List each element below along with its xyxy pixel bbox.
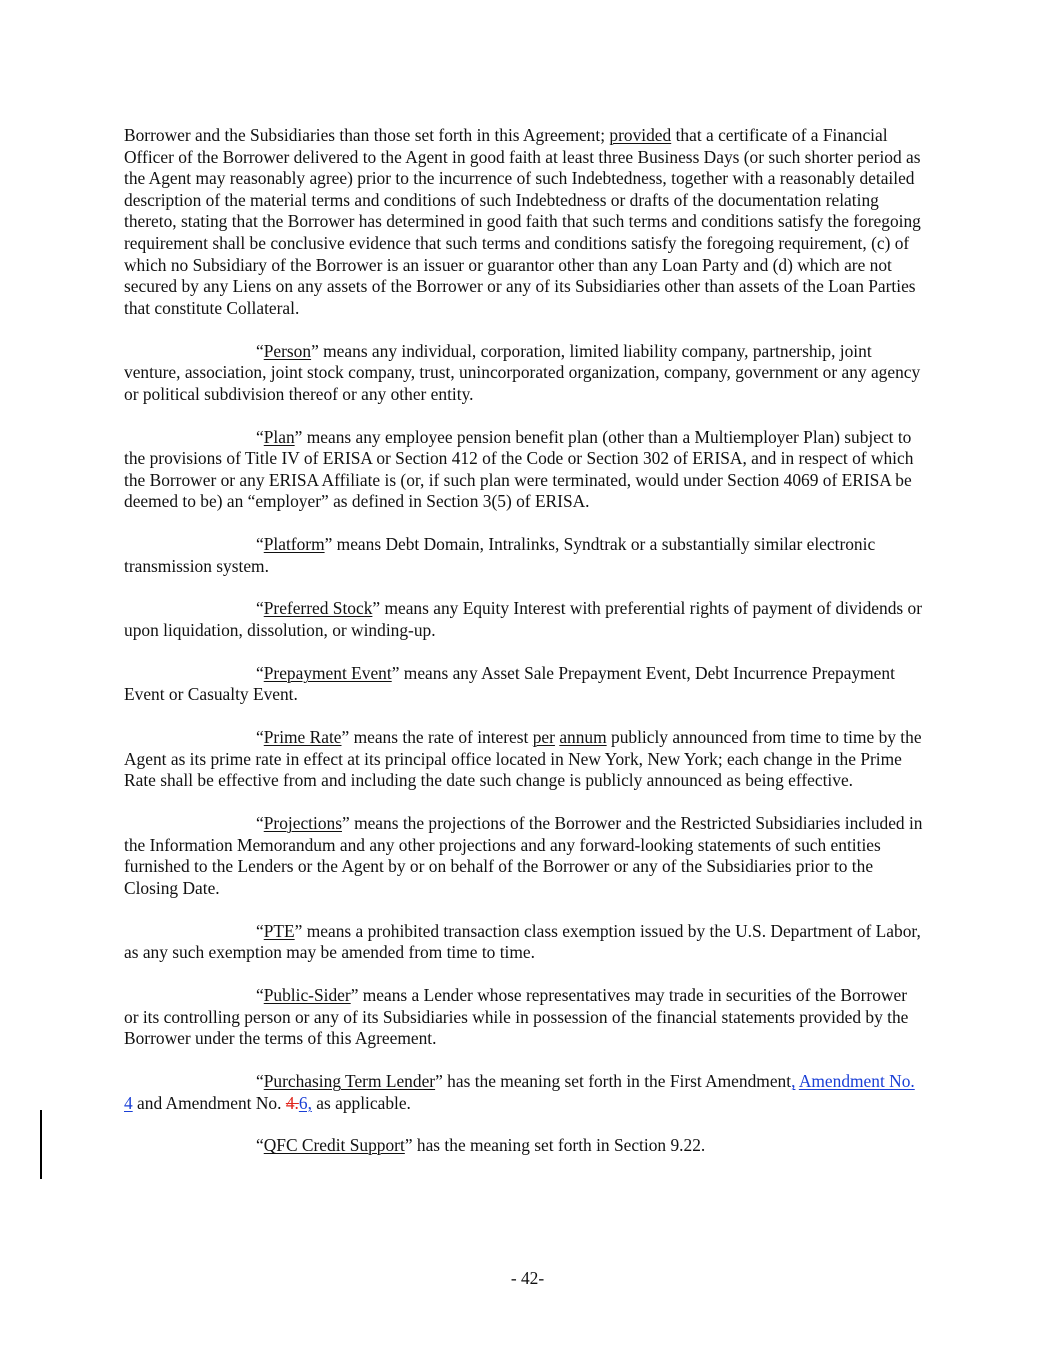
definition-text: means any Equity Interest with preferential rights of payment of dividends or upon liquidation, dissolution, or winding-up. [124,598,922,641]
annum-term: annum [559,727,607,748]
defined-term: Plan [263,426,295,447]
definition-public-sider [124,985,924,1050]
deleted-text: 4. [285,1092,299,1113]
close-quote: ” [435,1071,443,1092]
definition-text: has the meaning set forth in Section 9.22. [412,1135,706,1156]
definition-text: means Debt Domain, Intralinks, Syndtrak or a substantially similar electronic transmission system. [124,534,876,576]
defined-term: Purchasing Term Lender [263,1071,436,1092]
close-quote: ” [350,985,359,1006]
open-quote: “ [256,1135,264,1156]
definition-text: has the meaning set forth in the First Amendment [442,1071,792,1092]
definition-projections [124,813,924,899]
open-quote: “ [256,662,264,683]
provided-term: provided [609,125,672,145]
definition-platform [124,534,924,577]
open-quote: “ [256,813,264,834]
revision-change-bar [40,1110,42,1179]
definition-text: means any individual, corporation, limited liability company, partnership, joint venture, association, joint stock company, trust, unincorporated organization, company, government or any agency or political subdivision thereof or any other entity. [124,340,921,404]
open-quote: “ [256,598,264,619]
close-quote: ” [324,534,333,555]
definition-preferred-stock [124,598,924,641]
open-quote: “ [256,920,264,941]
open-quote: “ [256,727,264,748]
close-quote: ” [341,813,350,834]
defined-term: QFC Credit Support [263,1135,405,1156]
definition-qfc-credit-support [124,1135,924,1157]
definition-prepayment-event [124,663,924,706]
definition-text: means a Lender whose representatives may trade in securities of the Borrower or its controlling person or any of its Subsidiaries while in possession of the financial statements provided by the Borrower under the terms of this Agreement. [124,985,909,1049]
inserted-comma: , [791,1071,796,1092]
close-quote: ” [294,426,303,447]
defined-term: Prepayment Event [263,662,392,683]
defined-term: Public-Sider [263,985,351,1006]
intro-text-continued: that a certificate of a Financial Officer of the Borrower delivered to the Agent in good faith at least three Business Days (or such shorter period as the Agent may reasonably agree) prior to the incurrence of such Indebtedness, together with a reasonably detailed description of the material terms and conditions of such Indebtedness or drafts of the documentation relating thereto, stating that the Borrower has determined in good faith that such terms and conditions satisfy the foregoing requirement shall be conclusive evidence that such terms and conditions satisfy the foregoing requirement, (c) of which no Subsidiary of the Borrower is an issuer or guarantor other than any Loan Party and (d) which are not secured by any Liens on any assets of the Borrower or any of its Subsidiaries other than assets of the Loan Parties that constitute Collateral. [124,125,921,318]
defined-term: Platform [263,534,325,555]
definition-purchasing-term-lender [124,1071,924,1114]
open-quote: “ [256,534,264,555]
close-quote: ” [404,1135,413,1156]
close-quote: ” [311,340,319,361]
open-quote: “ [256,1071,264,1092]
definition-text-continued: publicly announced from time to time by the Agent as its prime rate in effect at its principal office located in New York, New York; each change in the Prime Rate shall be effective from and including the date such change is publicly announced as being effective. [124,727,922,791]
defined-term: Person [263,340,312,361]
definition-person [124,341,924,406]
definition-text: means any employee pension benefit plan (other than a Multiemployer Plan) subject to the provisions of Title IV of ERISA or Section 412 of the Code or Section 302 of ERISA, and in respect of which the Borrower or any ERISA Affiliate is (or, if such plan were terminated, would under Section 4069 of ERISA be deemed to be) an “employer” as defined in Section 3(5) of ERISA. [124,426,914,512]
inserted-text: 6, [298,1092,312,1113]
definition-text-end: as applicable. [311,1092,411,1113]
open-quote: “ [256,426,264,447]
definition-text-continued: and Amendment No. [132,1092,286,1113]
open-quote: “ [256,340,264,361]
page-number: - 42- [510,1268,545,1288]
definition-plan [124,427,924,513]
open-quote: “ [256,985,264,1006]
inserted-amendment-no-4: Amendment No. 4 [124,1071,915,1113]
definition-text: means any Asset Sale Prepayment Event, Debt Incurrence Prepayment Event or Casualty Event. [124,662,895,705]
close-quote: ” [341,727,350,748]
defined-term: Prime Rate [263,727,342,748]
definition-pte [124,921,924,964]
intro-text: Borrower and the Subsidiaries than those set forth in this Agreement; [124,125,610,145]
document-body [124,125,924,1178]
close-quote: ” [391,662,400,683]
defined-term: PTE [263,920,295,941]
definition-text: means a prohibited transaction class exemption issued by the U.S. Department of Labor, as any such exemption may be amended from time to time. [124,920,921,963]
definition-text: means the projections of the Borrower and the Restricted Subsidiaries included in the Information Memorandum and any other projections and any forward-looking statements of such entities furnished to the Lenders or the Agent by or on behalf of the Borrower or any of the Subsidiaries prior to the Closing Date. [124,813,923,898]
definition-prime-rate [124,727,924,792]
defined-term: Projections [263,813,342,834]
intro-paragraph [124,125,924,319]
defined-term: Preferred Stock [263,598,373,619]
per-term: per [532,727,555,748]
close-quote: ” [372,598,381,619]
definition-text: means the rate of interest [349,727,533,748]
close-quote: ” [294,920,303,941]
